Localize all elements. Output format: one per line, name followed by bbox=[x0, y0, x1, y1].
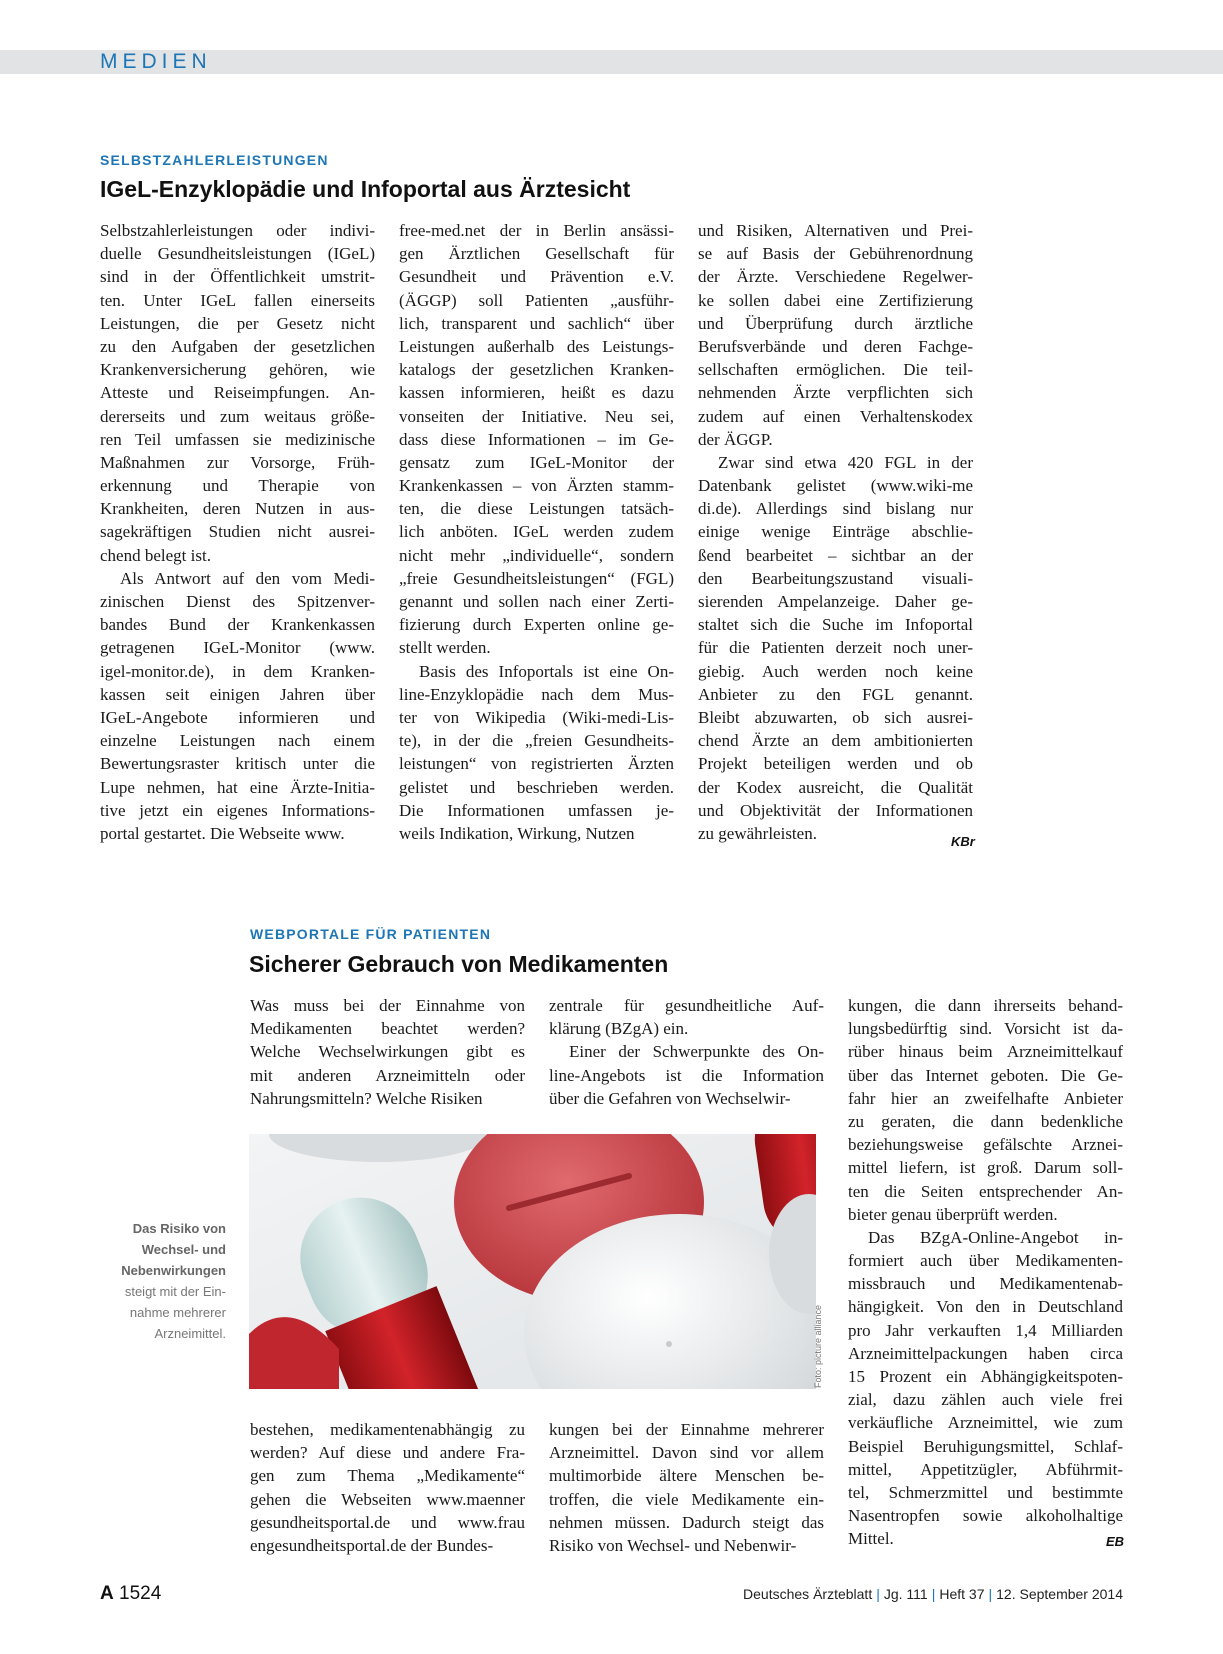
article1-column-3 bbox=[698, 219, 973, 845]
pills-photo bbox=[249, 1134, 816, 1389]
caption-line: Nebenwirkungen bbox=[121, 1263, 226, 1278]
text-line: gen zum Thema „Medikamente“ bbox=[250, 1466, 525, 1486]
text-line: duelle Gesundheitsleistungen (IGeL) bbox=[100, 244, 375, 264]
text-line: sellschaften ermöglichen. Die teil- bbox=[698, 360, 973, 380]
text-line: lich anböten. IGeL werden zudem bbox=[399, 522, 674, 542]
article2-headline: Sicherer Gebrauch von Medikamenten bbox=[249, 951, 669, 977]
text-line: missbrauch und Medikamentenab- bbox=[848, 1274, 1123, 1294]
text-line: vonseiten der Initiative. Neu sei, bbox=[399, 406, 674, 426]
text-line: Lupe nehmen, hat eine Ärzte-Initia- bbox=[100, 777, 375, 797]
text-line: zentrale für gesundheitliche Auf- bbox=[549, 996, 824, 1015]
article1-kicker: SELBSTZAHLERLEISTUNGEN bbox=[100, 152, 329, 168]
journal-name: Deutsches Ärzteblatt bbox=[743, 1586, 873, 1602]
text-line: den Bearbeitungszustand visuali- bbox=[698, 568, 973, 588]
text-line: Nahrungsmitteln? Welche Risiken bbox=[250, 1088, 483, 1108]
text-line: Medikamenten beachtet werden? bbox=[250, 1019, 525, 1039]
text-line: engesundheitsportal.de der Bundes- bbox=[250, 1535, 494, 1555]
text-line: beziehungsweise gefälschte Arznei- bbox=[848, 1135, 1123, 1155]
text-line: igel-monitor.de), in dem Kranken- bbox=[100, 661, 375, 681]
text-line: über die Gefahren von Wechselwir- bbox=[549, 1088, 791, 1108]
caption-line: Arzneimittel. bbox=[154, 1326, 226, 1341]
text-line: gen Ärztlichen Gesellschaft für bbox=[399, 244, 674, 264]
text-line: zinischen Dienst des Spitzenver- bbox=[100, 592, 375, 611]
text-line: erkennung und Therapie von bbox=[100, 476, 375, 496]
text-line: Risiko von Wechsel- und Nebenwir- bbox=[549, 1535, 797, 1555]
text-line: Maßnahmen zur Vorsorge, Früh- bbox=[100, 452, 375, 472]
text-line: formiert auch über Medikamenten- bbox=[848, 1251, 1123, 1271]
text-line: Basis des Infoportals ist eine On- bbox=[419, 661, 674, 681]
text-line: nicht mehr „individuelle“, sondern bbox=[399, 545, 674, 565]
text-line: ren Teil umfassen sie medizinische bbox=[100, 429, 375, 449]
text-line: Zwar sind etwa 420 FGL in der bbox=[718, 452, 973, 472]
text-line: katalogs der gesetzlichen Kranken- bbox=[399, 360, 674, 380]
text-line: zudem auf einen Verhaltenskodex bbox=[698, 406, 973, 426]
text-line: sind in der Öffentlichkeit umstrit- bbox=[100, 267, 375, 287]
text-line: portal gestartet. Die Webseite www. bbox=[100, 823, 345, 843]
journal-footer: Deutsches Ärzteblatt | Jg. 111 | Heft 37 | 12. September 2014 bbox=[743, 1586, 1123, 1602]
text-line: Arzneimittel. Davon sind vor allem bbox=[549, 1443, 824, 1463]
text-line: line-Angebots ist die Information bbox=[549, 1065, 824, 1085]
text-line: sagekräftigen Studien nicht ausrei- bbox=[100, 522, 375, 542]
text-line: dererseits und zum weitaus größe- bbox=[100, 406, 375, 426]
text-line: multimorbide ältere Menschen be- bbox=[549, 1466, 824, 1486]
text-line: ten die Seiten entsprechender An- bbox=[848, 1181, 1123, 1201]
text-line: Bleibt abzuwarten, ob sich ausrei- bbox=[698, 707, 973, 727]
article1-column-2 bbox=[399, 219, 674, 845]
article2-column-3 bbox=[848, 994, 1123, 1551]
text-line: (ÄGGP) soll Patienten „ausführ- bbox=[399, 290, 674, 310]
text-line: gelistet und beschrieben werden. bbox=[399, 777, 674, 797]
text-line: Leistungen, die per Gesetz nicht bbox=[100, 313, 375, 333]
caption-line: Das Risiko von bbox=[132, 1221, 226, 1236]
text-line: Mittel. bbox=[848, 1529, 894, 1549]
text-line: Berufsverbände und deren Fachge- bbox=[698, 336, 973, 356]
article2-signature: EB bbox=[1106, 1534, 1125, 1549]
article2-column-1-bottom bbox=[250, 1418, 525, 1557]
text-line: Welche Wechselwirkungen gibt es bbox=[250, 1042, 525, 1062]
text-line: staltet sich die Suche im Infoportal bbox=[698, 615, 973, 635]
article2-column-1-top bbox=[250, 994, 525, 1110]
text-line: hängigkeit. Von den in Deutschland bbox=[848, 1297, 1123, 1317]
text-line: chend Ärzte an dem ambitionierten bbox=[698, 731, 973, 751]
text-line: leistungen“ von registrierten Ärzten bbox=[399, 754, 674, 774]
text-line: giebig. Auch werden noch keine bbox=[698, 661, 973, 681]
text-line: line-Enzyklopädie nach dem Mus- bbox=[399, 684, 674, 704]
text-line: Beispiel Beruhigungsmittel, Schlaf- bbox=[848, 1436, 1123, 1456]
text-line: Krankheiten, deren Nutzen in aus- bbox=[100, 499, 375, 519]
text-line: und Objektivität der Informationen bbox=[698, 800, 973, 820]
text-line: ten, die diese Leistungen tatsäch- bbox=[399, 499, 674, 519]
page-number-value: 1524 bbox=[119, 1583, 162, 1604]
text-line: nehmen müssen. Dadurch steigt das bbox=[549, 1512, 824, 1532]
text-line: klärung (BZgA) ein. bbox=[549, 1019, 689, 1039]
article1-column-1 bbox=[100, 219, 375, 845]
page-number bbox=[100, 1583, 161, 1605]
text-line: für die Patienten derzeit noch uner- bbox=[698, 638, 973, 658]
article1-headline: IGeL-Enzyklopädie und Infoportal aus Ärztesicht bbox=[100, 176, 631, 202]
text-line: free-med.net der in Berlin ansässi- bbox=[399, 221, 674, 240]
text-line: dass diese Informationen – im Ge- bbox=[399, 429, 674, 449]
text-line: stellt werden. bbox=[399, 638, 491, 658]
pills-illustration bbox=[249, 1134, 816, 1389]
text-line: di.de). Allerdings sind bislang nur bbox=[698, 499, 973, 519]
text-line: mittel, Appetitzügler, Abführmit- bbox=[848, 1459, 1123, 1479]
text-line: kassen seit einigen Jahren über bbox=[100, 684, 375, 704]
text-line: tive jetzt ein eigenes Informations- bbox=[100, 800, 375, 820]
article1-signature: KBr bbox=[951, 834, 975, 849]
text-line: der Ärzte. Verschiedene Regelwer- bbox=[698, 267, 973, 287]
text-line: und Risiken, Alternativen und Prei- bbox=[698, 221, 973, 240]
caption-line: nahme mehrerer bbox=[129, 1305, 226, 1320]
text-line: Gesundheit und Prävention e.V. bbox=[399, 267, 674, 287]
text-line: zu den Aufgaben der gesetzlichen bbox=[100, 336, 375, 356]
journal-date: 12. September 2014 bbox=[996, 1586, 1123, 1602]
text-line: über das Internet geboten. Die Ge- bbox=[848, 1065, 1123, 1085]
text-line: verkäufliche Arzneimittel, wie zum bbox=[848, 1413, 1123, 1433]
text-line: Krankenkassen – von Ärzten stamm- bbox=[399, 476, 674, 496]
photo-caption bbox=[88, 1218, 226, 1344]
text-line: getragenen IGeL-Monitor (www. bbox=[100, 638, 375, 658]
journal-issue: Heft 37 bbox=[939, 1586, 985, 1602]
text-line: zu geraten, die dann bedenkliche bbox=[848, 1111, 1123, 1131]
text-line: Krankenversicherung gehören, wie bbox=[100, 360, 375, 380]
text-line: Atteste und Reiseimpfungen. An- bbox=[100, 383, 375, 403]
text-line: Leistungen außerhalb des Leistungs- bbox=[399, 336, 674, 356]
text-line: lungsbedürftig sind. Vorsicht ist da- bbox=[848, 1019, 1123, 1039]
section-label: MEDIEN bbox=[100, 50, 212, 73]
text-line: kungen, die dann ihrerseits behand- bbox=[848, 996, 1123, 1015]
text-line: troffen, die viele Medikamente ein- bbox=[549, 1489, 824, 1509]
text-line: nehmenden Ärzte verpflichten sich bbox=[698, 383, 973, 403]
text-line: gensatz zum IGeL-Monitor der bbox=[399, 452, 674, 472]
text-line: bandes Bund der Krankenkassen bbox=[100, 615, 375, 635]
text-line: Was muss bei der Einnahme von bbox=[250, 996, 525, 1015]
text-line: fahr hier an zweifelhafte Anbieter bbox=[848, 1088, 1123, 1108]
text-line: mit anderen Arzneimitteln oder bbox=[250, 1065, 525, 1085]
text-line: IGeL-Angebote informieren und bbox=[100, 707, 375, 727]
text-line: Als Antwort auf den vom Medi- bbox=[120, 568, 375, 588]
text-line: bieter genau überprüft werden. bbox=[848, 1204, 1058, 1224]
text-line: einzelne Leistungen nach einem bbox=[100, 731, 375, 751]
text-line: bestehen, medikamentenabhängig zu bbox=[250, 1420, 525, 1439]
text-line: chend belegt ist. bbox=[100, 545, 211, 565]
text-line: ke sollen dabei eine Zertifizierung bbox=[698, 290, 973, 310]
text-line: rüber hinaus beim Arzneimittelkauf bbox=[848, 1042, 1123, 1062]
article2-column-2-bottom bbox=[549, 1418, 824, 1557]
text-line: der Kodex ausreicht, die Qualität bbox=[698, 777, 973, 797]
text-line: werden? Auf diese und andere Fra- bbox=[250, 1443, 525, 1463]
text-line: Projekt beteiligen werden und ob bbox=[698, 754, 973, 774]
text-line: Datenbank gelistet (www.wiki-me bbox=[698, 476, 973, 496]
text-line: zu gewährleisten. bbox=[698, 823, 817, 843]
caption-line: steigt mit der Ein- bbox=[124, 1284, 226, 1299]
caption-line: Wechsel- und bbox=[141, 1242, 226, 1257]
text-line: „freie Gesundheitsleistungen“ (FGL) bbox=[399, 568, 674, 588]
page-prefix: A bbox=[100, 1583, 114, 1604]
text-line: Einer der Schwerpunkte des On- bbox=[569, 1042, 824, 1062]
text-line: gesundheitsportal.de und www.frau bbox=[250, 1512, 525, 1532]
text-line: sierenden Ampelanzeige. Daher ge- bbox=[698, 592, 973, 611]
text-line: Das BZgA-Online-Angebot in- bbox=[868, 1227, 1123, 1247]
journal-volume: Jg. 111 bbox=[883, 1586, 928, 1602]
article2-column-2-top bbox=[549, 994, 824, 1110]
article2-kicker: WEBPORTALE FÜR PATIENTEN bbox=[250, 926, 492, 942]
text-line: ter von Wikipedia (Wiki-medi-Lis- bbox=[399, 707, 674, 727]
text-line: einige wenige Einträge abschlie- bbox=[698, 522, 973, 542]
text-line: te), in der die „freien Gesundheits- bbox=[399, 731, 674, 751]
text-line: ßend bearbeitet – sichtbar an der bbox=[698, 545, 973, 565]
text-line: der ÄGGP. bbox=[698, 429, 773, 449]
text-line: 15 Prozent ein Abhängigkeitspoten- bbox=[848, 1367, 1123, 1386]
text-line: weils Indikation, Wirkung, Nutzen bbox=[399, 823, 635, 843]
photo-credit: Foto: picture alliance bbox=[813, 1304, 823, 1388]
text-line: se auf Basis der Gebührenordnung bbox=[698, 244, 973, 264]
text-line: genannt und sollen nach einer Zerti- bbox=[399, 592, 674, 611]
text-line: Selbstzahlerleistungen oder indivi- bbox=[100, 221, 375, 240]
text-line: Anbieter zu den FGL genannt. bbox=[698, 684, 973, 704]
text-line: Nasentropfen sowie alkoholhaltige bbox=[848, 1506, 1123, 1526]
text-line: tel, Schmerzmittel und bestimmte bbox=[848, 1482, 1123, 1502]
text-line: fizierung durch Experten online ge- bbox=[399, 615, 674, 635]
text-line: pro Jahr verkauften 1,4 Milliarden bbox=[848, 1320, 1123, 1340]
text-line: mittel liefern, ist groß. Darum soll- bbox=[848, 1158, 1123, 1178]
text-line: Bewertungsraster kritisch unter die bbox=[100, 754, 375, 774]
text-line: Die Informationen umfassen je- bbox=[399, 800, 674, 820]
text-line: und Überprüfung durch ärztliche bbox=[698, 313, 973, 333]
text-line: ten. Unter IGeL fallen einerseits bbox=[100, 290, 375, 310]
text-line: zial, dazu zählen auch viele frei bbox=[848, 1390, 1123, 1410]
text-line: kungen bei der Einnahme mehrerer bbox=[549, 1420, 824, 1439]
text-line: kassen informieren, heißt es dazu bbox=[399, 383, 674, 403]
text-line: Arzneimittelpackungen haben circa bbox=[848, 1343, 1123, 1363]
text-line: gehen die Webseiten www.maenner bbox=[250, 1489, 525, 1509]
text-line: lich, transparent und sachlich“ über bbox=[399, 313, 674, 333]
